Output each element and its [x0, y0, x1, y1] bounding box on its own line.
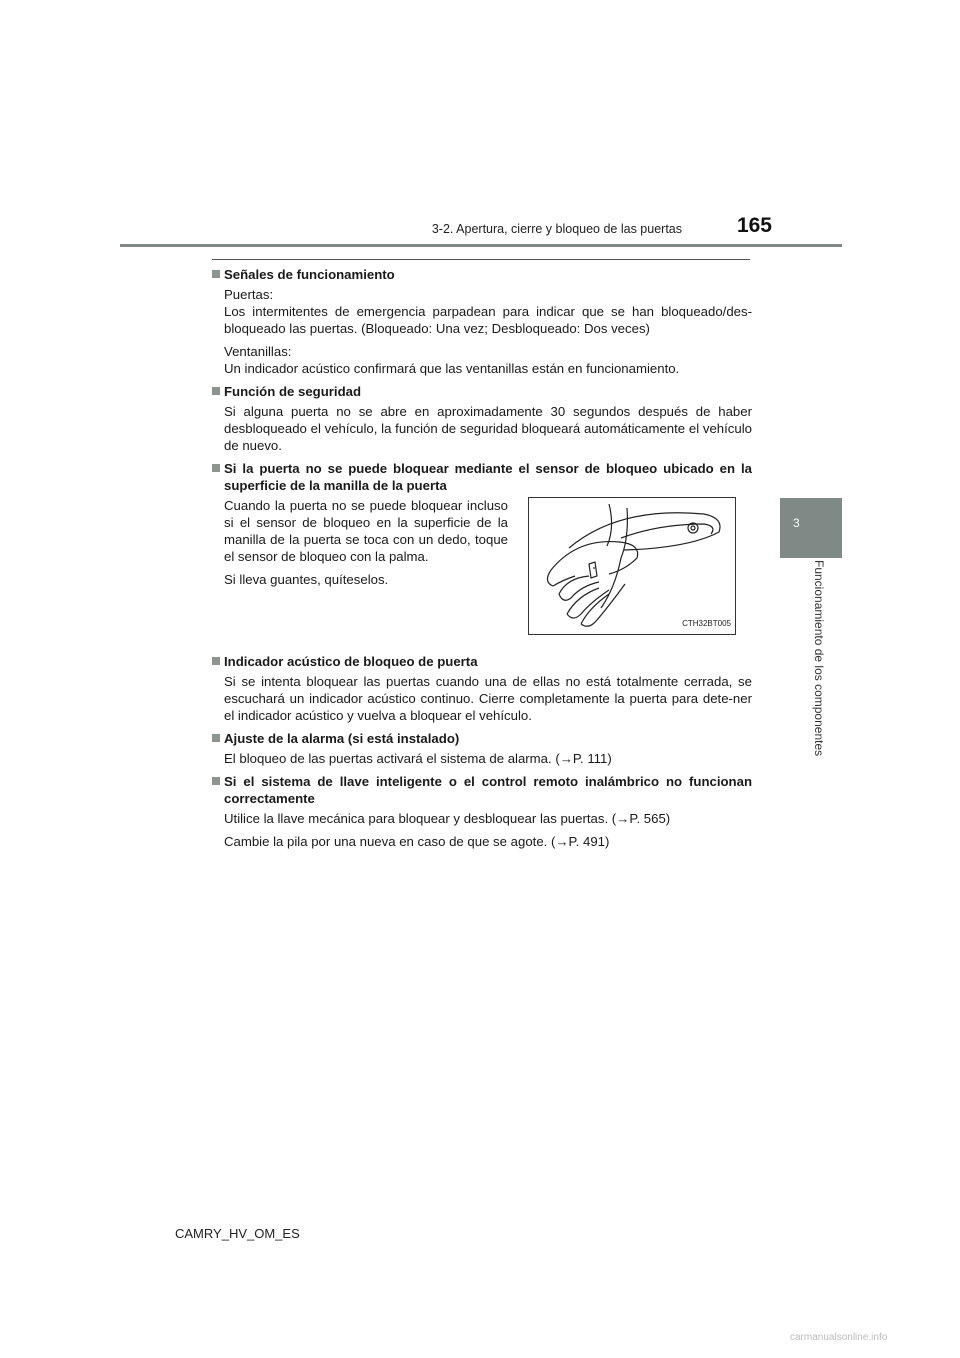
paragraph: Cambie la pila por una nueva en caso de que se agote. (→P. 491) — [224, 834, 610, 849]
paragraph: Utilice la llave mecánica para bloquear y desbloquear las puertas. (→P. 565) — [224, 811, 671, 826]
square-bullet-icon — [212, 777, 220, 785]
section-lock-sensor — [212, 460, 752, 647]
paragraph: Si lleva guantes, quíteselos. — [224, 572, 389, 587]
section-heading: Ajuste de la alarma (si está instalado) — [212, 730, 752, 747]
door-handle-illustration — [528, 497, 736, 635]
section-smart-key-failure — [212, 773, 752, 850]
watermark: carmanualsonline.info — [790, 1332, 888, 1343]
section-heading: Si la puerta no se puede bloquear mediante el sensor de bloqueo ubicado en la superficie de la manilla de la puerta — [212, 460, 752, 494]
page-number: 165 — [736, 214, 772, 237]
header-rule — [120, 244, 842, 247]
hand-on-handle-icon — [529, 498, 735, 634]
section-heading: Indicador acústico de bloqueo de puerta — [212, 653, 752, 670]
paragraph: Puertas: Los intermitentes de emergencia parpadean para indicar que se han bloqueado/des-bloqueado las puertas. (Bloqueado: Una vez; Desbloqueado: Dos veces) — [224, 287, 752, 336]
square-bullet-icon — [212, 657, 220, 665]
paragraph: Si alguna puerta no se abre en aproximadamente 30 segundos después de haber desbloqueado el vehículo, la función de seguridad bloqueará automáticamente el vehículo de nuevo. — [224, 404, 752, 453]
section-title: 3-2. Apertura, cierre y bloqueo de las puertas — [431, 222, 682, 236]
section-operation-signals — [212, 266, 752, 377]
paragraph: Si se intenta bloquear las puertas cuando una de ellas no está totalmente cerrada, se escuchará un indicador acústico continuo. Cierre completamente la puerta para dete-ner el indicador acústico y vuelva a bloquear el vehículo. — [224, 674, 752, 723]
section-alarm-setting — [212, 730, 752, 767]
section-heading: Si el sistema de llave inteligente o el control remoto inalámbrico no funcionan correctamente — [212, 773, 752, 807]
section-security-function — [212, 383, 752, 454]
chapter-tab — [780, 498, 842, 558]
square-bullet-icon — [212, 464, 220, 472]
paragraph: Cuando la puerta no se puede bloquear incluso si el sensor de bloqueo en la superficie de la manilla de la puerta se toca con un dedo, toque el sensor de bloqueo con la palma. — [224, 498, 508, 564]
section-heading: Señales de funcionamiento — [212, 266, 752, 283]
figure-text — [224, 497, 508, 588]
paragraph: Ventanillas: Un indicador acústico confirmará que las ventanillas están en funcionamiento. — [224, 344, 680, 376]
section-lock-buzzer — [212, 653, 752, 724]
footer-code: CAMRY_HV_OM_ES — [175, 1226, 300, 1241]
section-heading: Función de seguridad — [212, 383, 752, 400]
square-bullet-icon — [212, 270, 220, 278]
paragraph: El bloqueo de las puertas activará el sistema de alarma. (→P. 111) — [224, 751, 612, 766]
square-bullet-icon — [212, 387, 220, 395]
page-content — [212, 266, 752, 856]
chapter-label: Funcionamiento de los componentes — [812, 560, 826, 757]
square-bullet-icon — [212, 734, 220, 742]
figure-code: CTH32BT005 — [682, 619, 731, 628]
chapter-number: 3 — [793, 516, 800, 530]
content-rule — [212, 259, 750, 260]
figure-row — [212, 497, 752, 647]
